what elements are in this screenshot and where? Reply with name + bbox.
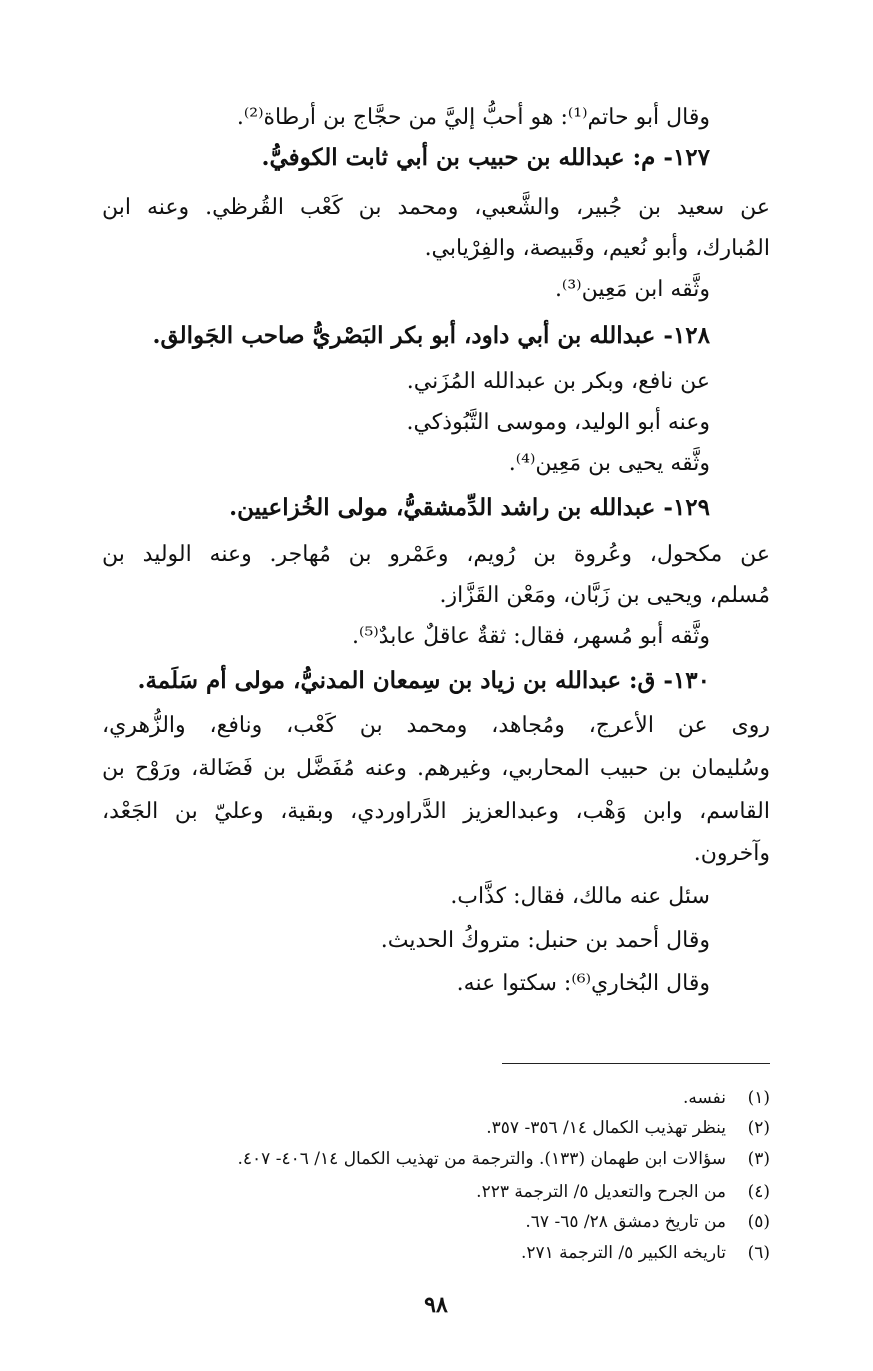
entry-heading-129: ١٢٩- عبدالله بن راشد الدِّمشقيُّ، مولى الخُزاعيين. <box>229 494 710 521</box>
footnote-text: من الجرح والتعديل ٥/ الترجمة ٢٢٣. <box>476 1182 726 1202</box>
footnote <box>70 1177 770 1207</box>
footnote <box>70 1207 770 1237</box>
text-line: عن سعيد بن جُبير، والشَّعبي، ومحمد بن كَعْب القُرظي. وعنه ابن <box>102 195 770 220</box>
text-line: وآخرون. <box>693 841 770 866</box>
text-line: مُسلم، ويحيى بن زَبَّان، ومَعْن القَزَّاز. <box>439 583 770 608</box>
footnote-text: نفسه. <box>682 1088 726 1108</box>
footnote-text: ينظر تهذيب الكمال ١٤/ ٣٥٦- ٣٥٧. <box>486 1118 726 1138</box>
text-line: وثَّقه يحيى بن مَعِين⁽⁴⁾. <box>508 451 710 476</box>
text-line: وثَّقه أبو مُسهر، فقال: ثقةٌ عاقلٌ عابدٌ⁽⁵⁾. <box>352 624 710 649</box>
footnote-number: (٥) <box>747 1212 770 1232</box>
page-number: ٩٨ <box>424 1292 448 1318</box>
footnote-text: تاريخه الكبير ٥/ الترجمة ٢٧١. <box>520 1243 726 1263</box>
footnote-text: من تاريخ دمشق ٢٨/ ٦٥- ٦٧. <box>525 1212 726 1232</box>
footnote-separator <box>502 1063 770 1064</box>
footnote-number: (٤) <box>747 1182 770 1202</box>
text-line: وسُليمان بن حبيب المحاربي، وغيرهم. وعنه مُفَضَّل بن فَضَالة، ورَوْح بن <box>102 756 770 781</box>
footnote-number: (٢) <box>747 1118 770 1138</box>
footnote-number: (٦) <box>747 1243 770 1263</box>
text-line: وعنه أبو الوليد، وموسى التَّبُوذكي. <box>406 410 710 435</box>
text-line: روى عن الأعرج، ومُجاهد، ومحمد بن كَعْب، ونافع، والزُّهري، <box>102 713 770 738</box>
footnote-number: (٣) <box>747 1149 770 1169</box>
text-line: عن نافع، وبكر بن عبدالله المُزَني. <box>406 369 710 394</box>
text-line: القاسم، وابن وَهْب، وعبدالعزيز الدَّراوردي، وبقية، وعليّ بن الجَعْد، <box>102 799 770 824</box>
text-line: وثَّقه ابن مَعِين⁽³⁾. <box>554 277 710 302</box>
footnote <box>70 1113 770 1143</box>
entry-heading-127: ١٢٧- م: عبدالله بن حبيب بن أبي ثابت الكوفيُّ. <box>261 144 710 171</box>
footnote-number: (١) <box>747 1088 770 1108</box>
footnote <box>70 1238 770 1268</box>
entry-heading-128: ١٢٨- عبدالله بن أبي داود، أبو بكر البَصْريُّ صاحب الجَوالق. <box>152 322 710 349</box>
text-line: سئل عنه مالك، فقال: كذَّاب. <box>450 884 710 909</box>
footnote-text: سؤالات ابن طهمان (١٣٣). والترجمة من تهذيب الكمال ١٤/ ٤٠٦- ٤٠٧. <box>237 1149 726 1169</box>
footnote <box>70 1083 770 1113</box>
text-line: المُبارك، وأبو نُعيم، وقَبيصة، والفِرْيابي. <box>424 236 770 261</box>
entry-heading-130: ١٣٠- ق: عبدالله بن زياد بن سِمعان المدنيُّ، مولى أم سَلَمة. <box>137 667 710 694</box>
text-line: عن مكحول، وعُروة بن رُويم، وعَمْرو بن مُهاجر. وعنه الوليد بن <box>102 542 770 567</box>
text-line: وقال أبو حاتم⁽¹⁾: هو أحبُّ إليَّ من حجَّاج بن أرطاة⁽²⁾. <box>236 105 710 130</box>
text-line: وقال البُخاري⁽⁶⁾: سكتوا عنه. <box>456 971 710 996</box>
footnote <box>70 1144 770 1174</box>
text-line: وقال أحمد بن حنبل: متروكُ الحديث. <box>380 928 710 953</box>
